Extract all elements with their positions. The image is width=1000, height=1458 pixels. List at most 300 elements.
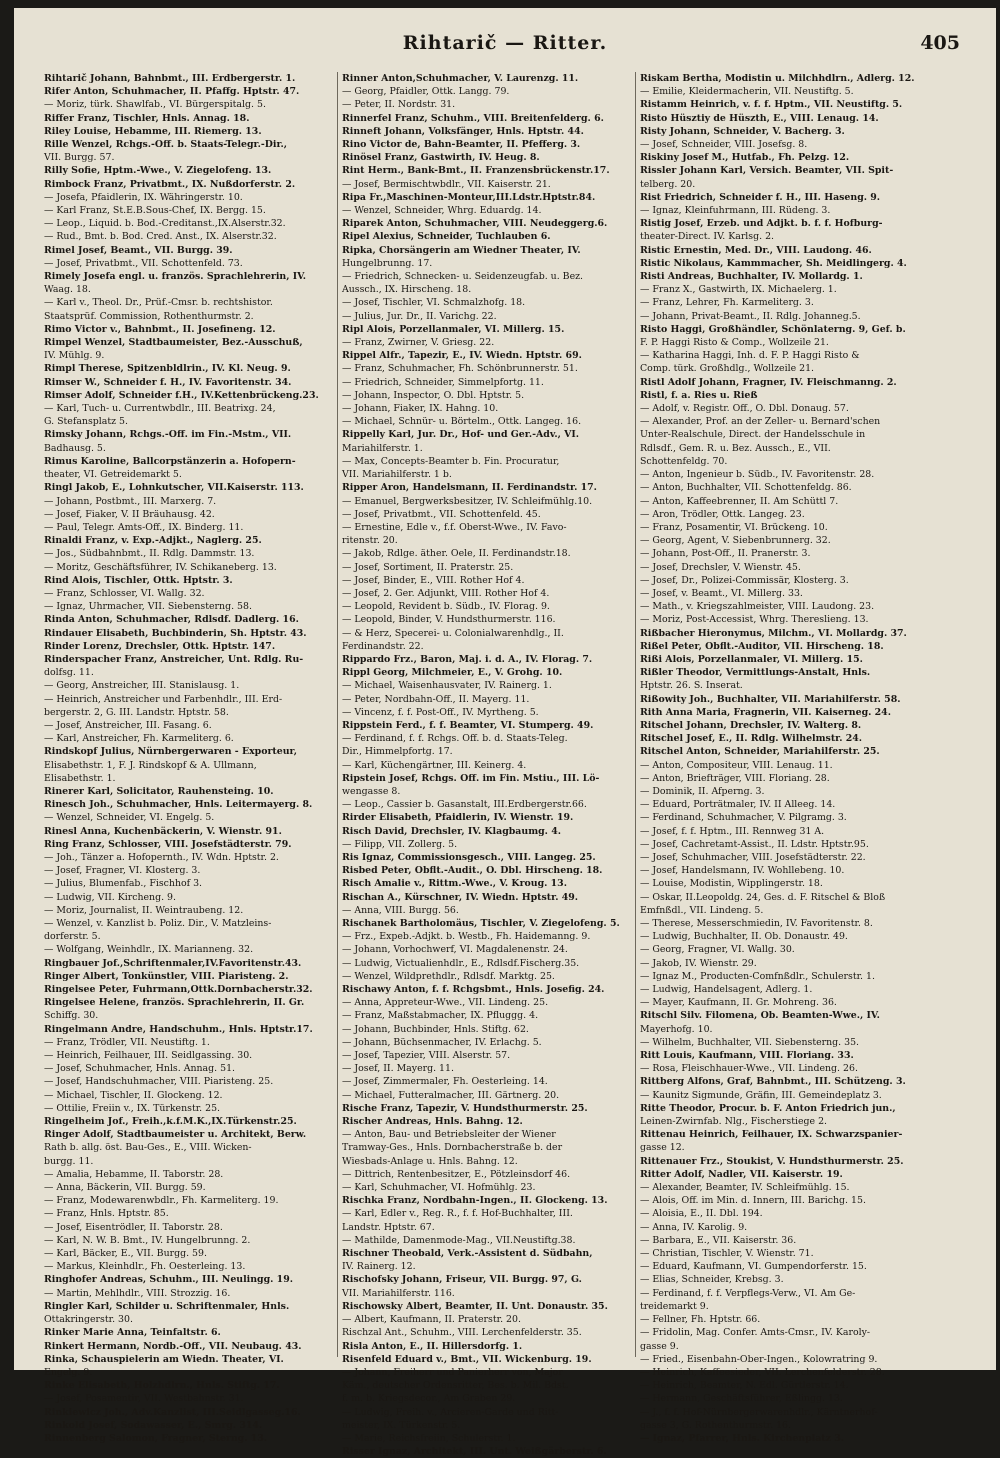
directory-entry-line: — Josef, Cachretamt-Assist., II. Ldstr. Hptstr.95. [640, 838, 869, 850]
directory-entry-line: — Heinrich, Feilhauer, III. Seidlgassing. 30. [44, 1050, 253, 1062]
directory-entry-line: Ristic Nikolaus, Kammmacher, Sh. Meidlingerg. 4. [640, 257, 907, 269]
directory-entry-line: — Fridolin, Mag. Confer. Amts-Cmsr., IV. Karoly- [640, 1327, 871, 1339]
directory-entry-line: — Josef, Handelsmann, IV. Wohllebeng. 10. [640, 865, 845, 877]
directory-entry-line: — Josef, Eisentrödler, II. Taborstr. 28. [44, 1221, 223, 1233]
directory-entry-line: — Karl, Edler v., Reg. R., f. f. Hof-Buchhalter, III. [342, 1208, 573, 1220]
directory-entry-line: — Franz X., Gastwirth, IX. Michaelerg. 1. [640, 284, 837, 296]
directory-entry-line: — Ludwig, Victualienhdlr., E., Rdlsdf.Fischerg.35. [342, 957, 580, 969]
directory-entry-line: F. P. Haggi Risto & Comp., Wollzeile 21. [640, 337, 829, 349]
directory-entry-line: treidemarkt 9. [640, 1300, 709, 1312]
directory-entry-line: gasse 12. [640, 1142, 685, 1154]
directory-entry-line: — Heinrich, Beamter, N. Edl. Gürtlerstr. 14. [640, 1380, 849, 1392]
directory-entry-line: Rischanek Bartholomäus, Tischler, V. Ziegelofeng. 5. [342, 918, 620, 929]
directory-entry-line: VII. Burgg. 57. [44, 152, 115, 164]
directory-entry-line: Rihtarič Johann, Bahnbmt., III. Erdbergerstr. 1. [44, 73, 296, 84]
directory-entry-line: Ripper Aron, Handelsmann, II. Ferdinandstr. 17. [342, 482, 597, 494]
directory-entry-line: Ripka, Chorsängerin am Wiedner Theater, IV. [342, 244, 581, 256]
directory-entry-line: Rinkold Josef, Sodawasser, E., Smrg. 314. [44, 1419, 263, 1431]
directory-entry-line: Ripel Alexius, Schneider, Tuchlauben 6. [342, 231, 551, 243]
directory-entry-line: — Elias, Schneider, Krebsg. 3. [640, 1274, 784, 1286]
directory-entry-line: — Anton, Ingenieur b. Südb., IV. Favoritenstr. 28. [640, 469, 875, 481]
directory-entry-line: Aussch., IX. Hirscheng. 18. [342, 284, 472, 296]
directory-entry-line: Risti Andreas, Buchhalter, IV. Mollardg. 1. [640, 271, 863, 283]
directory-entry-line: — Georg, Agent, V. Siebenbrunnerg. 32. [640, 535, 831, 547]
directory-entry-line: Ringelheim Jof., Freih.,k.f.M.K.,IX.Türkenstr.25. [44, 1116, 297, 1128]
directory-entry-line: Rinderspacher Franz, Anstreicher, Unt. Rdlg. Ru- [44, 653, 304, 665]
directory-entry-line: Ritschel Johann, Drechsler, IV. Walterg. 8. [640, 719, 862, 731]
directory-entry-line: Rißi Alois, Porzellanmaler, VI. Millerg. 15. [640, 653, 863, 665]
directory-entry-line: — Wenzel, Wildprethdlr., Rdlsdf. Marktg. 25. [342, 970, 555, 982]
directory-entry-line: — Michael, Futteralmacher, III. Gärtnerg. 20. [342, 1089, 560, 1101]
directory-entry-line: — Josef, Binder, E., VIII. Rother Hof 4. [342, 574, 525, 586]
directory-entry-line: — Anna, Bäckerin, VII. Burgg. 59. [44, 1182, 206, 1194]
directory-entry-line: Rilly Sofie, Hptm.-Wwe., V. Ziegelofeng. 13. [44, 165, 272, 177]
directory-entry-line: — Karl v., Theol. Dr., Prüf.-Cmsr. b. rechtshistor. [44, 297, 273, 309]
directory-entry-line: Riskiny Josef M., Hutfab., Fh. Pelzg. 12. [640, 152, 850, 164]
directory-entry-line: — Wilhelm, Buchhalter, VII. Siebensterng. 35. [640, 1036, 860, 1048]
directory-entry-line: — Josef, Handschuhmacher, VIII. Piaristeng. 25. [44, 1076, 274, 1088]
directory-entry-line: Rißler Theodor, Vermittlungs-Anstalt, Hnls. [640, 667, 871, 679]
directory-entry-line: — Julius, Jur. Dr., II. Varichg. 22. [342, 310, 497, 322]
directory-entry-line: — Franz, Lehrer, Fh. Karmeliterg. 3. [640, 297, 814, 309]
directory-entry-line: Risto Hüsztiy de Hüszth, E., VIII. Lenaug. 14. [640, 112, 879, 124]
directory-entry-line: — Franz, Schuhmacher, Fh. Schönbrunnerstr. 51. [342, 363, 578, 375]
directory-entry-line: Ringhofer Andreas, Schuhm., III. Neulingg. 19. [44, 1274, 293, 1286]
directory-entry-line: Ritschel Anton, Schneider, Mariahilferstr. 25. [640, 746, 880, 758]
directory-entry-line: — Moritz, Geschäftsführer, IV. Schikaneberg. 13. [44, 561, 277, 573]
directory-entry-line: Risser Ignaz, Architekt, III. Unt. Weißgärberstr. 6. [342, 1446, 607, 1458]
directory-entry-line: IV. Rainerg. 12. [342, 1261, 416, 1273]
directory-entry-line: Rdlsdf., Gem. R. u. Bez. Aussch., E., VII. [640, 442, 831, 454]
directory-entry-line: Engelg. 9. [44, 1366, 93, 1378]
directory-entry-line: — Josef, Anstreicher, III. Fasang. 6. [44, 719, 212, 731]
running-title: Rihtarič — Ritter. [402, 32, 608, 54]
directory-entry-line: bergerstr. 2, G. III. Landstr. Hptstr. 58. [44, 706, 229, 718]
directory-entry-line: Rinnerfel Franz, Schuhm., VIII. Breitenfelderg. 6. [342, 112, 604, 124]
directory-entry-line: f. m. b. Kriegsdecor., Am Graben 29. [342, 1393, 516, 1405]
directory-entry-line: Leinen-Zwirnfab. Nlg., Fischerstiege 2. [640, 1116, 828, 1128]
directory-entry-line: Rittenau Heinrich, Feilhauer, IX. Schwarzspanier- [640, 1129, 903, 1141]
directory-entry-line: — Josef, Tapezier, VIII. Alserstr. 57. [342, 1050, 511, 1062]
directory-entry-line: — Friedrich, Schnecken- u. Seidenzeugfab. u. Bez. [342, 271, 584, 283]
directory-entry-line: Riley Louise, Hebamme, III. Riemerg. 13. [44, 125, 262, 137]
directory-entry-line: Rinke Elisabeth, Holzhdlrn., Hnls. Stiftg. 17. [44, 1380, 280, 1392]
directory-entry-line: Ritt Louis, Kaufmann, VIII. Floriang. 33. [640, 1050, 854, 1062]
directory-entry-line: — Ludwig, Buchhalter, II. Ob. Donaustr. 49. [640, 931, 848, 943]
directory-entry-line: dorferstr. 5. [44, 931, 101, 943]
directory-entry-line: — Johann, Buchbinder, Hnls. Stiftg. 62. [342, 1023, 529, 1035]
directory-entry-line: Rische Franz, Tapezir, V. Hundsthurmerstr. 25. [342, 1102, 588, 1114]
directory-entry-line: — Julius, Blumenfab., Fischhof 3. [44, 878, 203, 890]
directory-entry-line: — Josef, Sortiment, II. Praterstr. 25. [342, 561, 514, 573]
directory-entry-line: Badhausg. 5. [44, 442, 106, 454]
directory-entry-line: — Alexander, Beamter, IV. Schleifmühlg. 15. [640, 1182, 850, 1194]
directory-entry-line: Ferdinandstr. 22. [342, 640, 424, 652]
directory-entry-line: — Katharina Haggi, Inh. d. F. P. Haggi Risto & [640, 350, 860, 362]
directory-entry-line: — Heinrich, Anstreicher und Farbenhdlr., III. Erd- [44, 693, 283, 705]
directory-entry-line: meister, IX. Türkenstr. 5. [342, 1419, 461, 1431]
directory-entry-line: — Ludwig, Handelsagent, Adlerg. 1. [640, 984, 813, 996]
page-number: 405 [920, 32, 960, 54]
directory-entry-line: Rimbock Franz, Privatbmt., IX. Nußdorferstr. 2. [44, 178, 296, 190]
directory-entry-line: Rischner Theobald, Verk.-Assistent d. Südbahn, [342, 1248, 593, 1260]
directory-entry-line: Rißel Peter, Obflt.-Auditor, VII. Hirscheng. 18. [640, 640, 884, 652]
page-header [14, 32, 996, 62]
directory-entry-line: — Moriz, Journalist, II. Weintraubeng. 12. [44, 904, 244, 916]
directory-entry-line: — Franz, Maßstabmacher, IX. Pfluggg. 4. [342, 1010, 539, 1022]
directory-entry-line: — Wenzel, Schneider, VI. Engelg. 5. [44, 812, 215, 824]
directory-entry-line: — Leop., Liquid. b. Bod.-Creditanst.,IX.Alserstr.32. [44, 218, 286, 230]
directory-entry-line: IV. Mühlg. 9. [44, 350, 105, 362]
directory-entry-line: — Anna, IV. Karolig. 9. [640, 1221, 748, 1233]
directory-entry-line: Rinka, Schauspielerin am Wiedn. Theater, VI. [44, 1353, 284, 1365]
directory-entry-line: Ripa Fr.,Maschinen-Monteur,III.Ldstr.Hptstr.84. [342, 191, 596, 203]
directory-entry-line: — Marie, Reichsfreiin, Schulerstr. 1. [342, 1432, 516, 1444]
directory-entry-line: Waag. 18. [44, 284, 91, 296]
directory-entry-line: — Jakob, Rdlge. äther. Oele, II. Ferdinandstr.18. [342, 548, 571, 560]
directory-entry-line: — Georg, Pfaidler, Ottk. Langg. 79. [342, 86, 510, 98]
directory-entry-line: Rath b. allg. öst. Bau-Ges., E., VIII. Wicken- [44, 1142, 252, 1154]
directory-entry-line: — Anna, Appreteur-Wwe., VII. Lindeng. 25. [342, 997, 549, 1009]
directory-entry-line: Rischer Andreas, Hnls. Bahng. 12. [342, 1116, 523, 1128]
directory-entry-line: Ristig Josef, Erzeb. und Adjkt. b. f. f. Hofburg- [640, 218, 883, 230]
directory-entry-line: Rimel Josef, Beamt., VII. Burgg. 39. [44, 244, 233, 256]
directory-entry-line: Rinerer Karl, Solicitator, Rauhensteing. 10. [44, 785, 274, 797]
directory-entry-line: Mariahilferstr. 1. [342, 442, 423, 454]
directory-entry-line: — Georg, Fragner, VI. Wallg. 30. [640, 944, 795, 956]
directory-entry-line: VII. Mariahilferstr. 116. [342, 1287, 455, 1299]
directory-entry-line: — Dominik, II. Afperng. 3. [640, 785, 765, 797]
directory-entry-line: Rittberg Alfons, Graf, Bahnbmt., III. Schützeng. 3. [640, 1076, 906, 1088]
directory-entry-line: Rist Friedrich, Schneider f. H., III. Haseng. 9. [640, 191, 881, 203]
directory-entry-line: Rischowsky Albert, Beamter, II. Unt. Donaustr. 35. [342, 1300, 608, 1312]
directory-entry-line: — Georg, Anstreicher, III. Stanislausg. 1. [44, 680, 240, 692]
directory-entry-line: Staatsprüf. Commission, Rothenthurmstr. 2. [44, 310, 254, 322]
directory-entry-line: Ris Ignaz, Commissionsgesch., VIII. Langeg. 25. [342, 851, 596, 863]
directory-entry-line: ritenstr. 20. [342, 535, 398, 547]
directory-entry-line: Ritschel Josef, E., II. Rdlg. Wilhelmstr. 24. [640, 733, 863, 745]
directory-entry-line: Rille Wenzel, Rchgs.-Off. b. Staats-Telegr.-Dir., [44, 139, 288, 151]
directory-entry-line: Rinda Anton, Schuhmacher, Rdlsdf. Dadlerg. 16. [44, 614, 299, 626]
directory-entry-line: — Michael, Tischler, II. Glockeng. 12. [44, 1089, 223, 1101]
directory-entry-line: Rimser Adolf, Schneider f.H., IV.Kettenbrückeng.23. [44, 389, 319, 401]
directory-entry-line: — Michael, Schnür- u. Börtelm., Ottk. Langeg. 16. [342, 416, 582, 428]
column-divider [635, 72, 636, 1357]
directory-entry-line: — Jos., Südbahnbmt., II. Rdlg. Dammstr. 13. [44, 548, 255, 560]
directory-entry-line: Riparek Anton, Schuhmacher, VIII. Neudeggerg.6. [342, 218, 608, 230]
directory-entry-line: — Markus, Kleinhdlr., Fh. Oesterleing. 13. [44, 1261, 246, 1273]
directory-entry-line: — Rosa, Fleischhauer-Wwe., VII. Lindeng. 26. [640, 1063, 858, 1075]
directory-entry-line: — Ignaz, Pfarrer, Hnls. Kirchenplatz 3. [640, 1432, 844, 1444]
directory-entry-line: — Louise, Modistin, Wipplingerstr. 18. [640, 878, 823, 890]
directory-entry-line: Ringl Jakob, E., Lohnkutscher, VII.Kaiserstr. 113. [44, 482, 304, 494]
directory-entry-line: — Kaunitz Sigmunde, Gräfin, III. Gemeindeplatz 3. [640, 1089, 882, 1101]
directory-entry-line: Rimo Victor v., Bahnbmt., II. Josefineng. 12. [44, 323, 276, 335]
directory-entry-line: Ringelsee Helene, französ. Sprachlehrerin, II. Gr. [44, 997, 305, 1009]
directory-entry-line: — Christian, Tischler, V. Wienstr. 71. [640, 1248, 814, 1260]
directory-entry-line: Ringbauer Jof.,Schriftenmaler,IV.Favoritenstr.43. [44, 957, 302, 969]
directory-entry-line: — Josef, f. f. Hptm., III. Rennweg 31 A. [640, 825, 825, 837]
directory-entry-line: — Ludwig, Freih. v., Arcieren-Garde und Ritt- [342, 1406, 559, 1418]
directory-entry-line: — Heinrich, Kaffeesieder, VII. Lerchenfelderstr. 28. [640, 1366, 885, 1378]
directory-entry-line: — Franz, Modewarenwbdlr., Fh. Karmeliterg. 19. [44, 1195, 279, 1207]
directory-entry-line: Ritter Adolf, Nadler, VII. Kaiserstr. 19. [640, 1168, 843, 1180]
directory-entry-line: — Karl, Tuch- u. Currentwbdlr., III. Beatrixg. 24, [44, 403, 276, 415]
directory-entry-line: — Therese, Messerschmiedin, IV. Favoritenstr. 8. [640, 918, 873, 929]
directory-entry-line: Ringelsee Peter, Fuhrmann,Ottk.Dornbacherstr.32. [44, 984, 313, 996]
directory-entry-line: Rinesch Joh., Schuhmacher, Hnls. Leitermayerg. 8. [44, 799, 313, 811]
directory-entry-line: Risch Amalie v., Rittm.-Wwe., V. Kroug. 13. [342, 878, 567, 890]
directory-entry-line: Rinder Lorenz, Drechsler, Ottk. Hptstr. 147. [44, 640, 276, 652]
directory-entry-line: Risty Johann, Schneider, V. Bacherg. 3. [640, 125, 845, 137]
directory-entry-line: — Anton, Compositeur, VIII. Lenaug. 11. [640, 759, 833, 771]
directory-entry-line: Rimpel Wenzel, Stadtbaumeister, Bez.-Ausschuß, [44, 337, 303, 349]
directory-entry-line: — Frz., Expeb.-Adjkt. b. Westb., Fh. Haidemanng. 9. [342, 931, 591, 943]
directory-entry-line: — Anton, Buchhalter, VII. Schottenfeldg. 86. [640, 482, 852, 494]
directory-entry-line: Rimus Karoline, Ballcorpstänzerin a. Hofopern- [44, 455, 296, 467]
directory-entry-line: Hungelbrunng. 17. [342, 257, 433, 269]
directory-entry-line: — Josef, Zimmermaler, Fh. Oesterleing. 14. [342, 1076, 548, 1088]
directory-entry-line: Ringer Adolf, Stadtbaumeister u. Architekt, Berw. [44, 1129, 307, 1141]
directory-entry-line: Rinkert Hermann, Nordb.-Off., VII. Neubaug. 43. [44, 1340, 302, 1352]
directory-entry-line: Landstr. Hptstr. 67. [342, 1221, 435, 1233]
directory-entry-line: — Franz, Posamentir, VI. Brückeng. 10. [640, 521, 828, 533]
directory-entry-line: Rinner Anton,Schuhmacher, V. Laurenzg. 11. [342, 73, 579, 84]
directory-entry-line: — Dittrich, Rentenbesitzer, E., Pötzleinsdorf 46. [342, 1168, 571, 1180]
directory-entry-line: Rinaldi Franz, v. Exp.-Adjkt., Naglerg. 25. [44, 535, 262, 547]
directory-entry-line: Emfnßdl., VII. Lindeng. 5. [640, 904, 764, 916]
directory-entry-line: — Barbara, E., VII. Kaiserstr. 36. [640, 1234, 797, 1246]
directory-entry-line: Rissler Johann Karl, Versich. Beamter, VII. Spit- [640, 165, 894, 177]
directory-entry-line: — Moriz, türk. Shawlfab., VI. Bürgerspitalg. 5. [44, 99, 266, 111]
directory-entry-line: Ring Franz, Schlosser, VIII. Josefstädterstr. 79. [44, 838, 292, 850]
directory-entry-line: — Fried., Eisenbahn-Ober-Ingen., Kolowratring 9. [640, 1353, 878, 1365]
directory-entry-line: Rith Anna Maria, Fragnerin, VII. Kaiserneg. 24. [640, 706, 891, 718]
directory-entry-line: — & Herz, Specerei- u. Colonialwarenhdlg., II. [342, 627, 564, 639]
directory-entry-line: — Filipp, VII. Zollerg. 5. [342, 838, 458, 850]
directory-entry-line: Rippardo Frz., Baron, Maj. i. d. A., IV. Florag. 7. [342, 653, 593, 665]
directory-entry-line: — Paul, Telegr. Amts-Off., IX. Binderg. 11. [44, 521, 244, 533]
directory-entry-line: — Josef, Dr., Polizei-Commissär, Klosterg. 3. [640, 574, 849, 586]
directory-entry-line: — Martin, Mehlhdlr., VIII. Strozzig. 16. [44, 1287, 231, 1299]
directory-entry-line: Risch David, Drechsler, IV. Klagbaumg. 4. [342, 825, 561, 837]
directory-entry-line: — Franz, Schlosser, VI. Wallg. 32. [44, 587, 205, 599]
directory-entry-line: Elisabethstr. 1, F. J. Rindskopf & A. Ullmann, [44, 759, 257, 771]
directory-entry-line: — Wenzel, Schneider, Whrg. Eduardg. 14. [342, 205, 542, 217]
directory-entry-line: — Amalia, Hebamme, II. Taborstr. 28. [44, 1168, 224, 1180]
directory-entry-line: — Moriz, Post-Accessist, Whrg. Thereslieng. 13. [640, 614, 869, 626]
directory-entry-line: — Josef, Schneider, VIII. Josefsg. 8. [640, 139, 808, 151]
directory-entry-line: Unter-Realschule, Direct. der Handelsschule in [640, 429, 866, 441]
directory-entry-line: — Alois, Off. im Min. d. Innern, III. Barichg. 15. [640, 1195, 866, 1207]
directory-entry-line: Rirder Elisabeth, Pfaidlerin, IV. Wienstr. 19. [342, 812, 574, 824]
directory-entry-line: — Michael, Waisenhausvater, IV. Rainerg. 1. [342, 680, 552, 692]
directory-entry-line: Rinnenberg Salomon, Fragner, Sterng. 13. [44, 1432, 268, 1444]
directory-entry-line: Schottenfeldg. 70. [640, 455, 728, 467]
directory-entry-line: Hptstr. 26. S. Inserat. [640, 680, 743, 692]
directory-entry-line: — Oskar, II.Leopoldg. 24, Ges. d. F. Ritschel & Bloß [640, 891, 886, 903]
directory-entry-line: — Josef, Schuhmacher, Hnls. Annag. 51. [44, 1063, 236, 1075]
directory-entry-line: — Josefa, Pfaidlerin, IX. Währingerstr. 10. [44, 191, 243, 203]
directory-entry-line: Rischzal Ant., Schuhm., VIII. Lerchenfelderstr. 35. [342, 1327, 582, 1339]
directory-entry-line: burgg. 11. [44, 1155, 94, 1167]
directory-entry-line: — Math., v. Kriegszahlmeister, VIII. Laudong. 23. [640, 601, 875, 613]
directory-entry-line: Riskam Bertha, Modistin u. Milchhdlrn., Adlerg. 12. [640, 73, 915, 84]
directory-entry-line: — Ignaz, Kleinfuhrmann, III. Rüdeng. 3. [640, 205, 831, 217]
directory-entry-line: Ristl Adolf Johann, Fragner, IV. Fleischmanng. 2. [640, 376, 897, 388]
directory-entry-line: — Ottilie, Freiin v., IX. Türkenstr. 25. [44, 1102, 221, 1114]
directory-entry-line: Ritschl Silv. Filomena, Ob. Beamten-Wwe., IV. [640, 1010, 880, 1022]
directory-entry-line: wengasse 8. [342, 785, 401, 797]
directory-entry-line: — Alexander, Prof. an der Zeller- u. Bernard'schen [640, 416, 881, 428]
directory-entry-line: — Aron, Trödler, Ottk. Langeg. 23. [640, 508, 805, 520]
directory-entry-line: — Josef, 2. Ger. Adjunkt, VIII. Rother Hof 4. [342, 587, 550, 599]
directory-entry-line: — Ferdinand, f. f. Rchgs. Off. b. d. Staats-Teleg. [342, 733, 568, 745]
directory-entry-line: dolfsg. 11. [44, 667, 94, 679]
directory-entry-line: — Anna, VIII. Burgg. 56. [342, 904, 459, 916]
directory-entry-line: Tramway-Ges., Hnls. Dornbacherstraße b. der [342, 1142, 563, 1154]
directory-entry-line: — Karl, Anstreicher, Fh. Karmeliterg. 6. [44, 733, 234, 745]
directory-entry-line: — Josef, Drechsler, V. Wienstr. 45. [640, 561, 801, 573]
directory-entry-line: — Leop., Cassier b. Gasanstalt, III.Erdbergerstr.66. [342, 799, 587, 811]
directory-entry-line: Wiesbads-Anlage u. Hnls. Bahng. 12. [342, 1155, 518, 1167]
directory-entry-line: — Anton, Briefträger, VIII. Floriang. 28. [640, 772, 830, 784]
directory-entry-line: — Joh., Tänzer a. Hofopernth., IV. Wdn. Hptstr. 2. [44, 851, 279, 863]
directory-entry-line: — Rud., Bmt. b. Bod. Cred. Anst., IX. Alserstr.32. [44, 231, 277, 243]
directory-entry-line: — Josef, v. Beamt., VI. Millerg. 33. [640, 587, 803, 599]
directory-entry-line: Rifer Anton, Schuhmacher, II. Pfaffg. Hptstr. 47. [44, 86, 300, 98]
directory-entry-line: — Fellner, Fh. Hptstr. 66. [640, 1314, 761, 1326]
directory-entry-line: Riffer Franz, Tischler, Hnls. Annag. 18. [44, 112, 250, 124]
directory-entry-line: — Peter, Nordbahn-Off., II. Mayerg. 11. [342, 693, 530, 705]
directory-entry-line: Rindauer Elisabeth, Buchbinderin, Sh. Hptstr. 43. [44, 627, 307, 639]
directory-entry-line: Ritte Theodor, Procur. b. F. Anton Friedrich jun., [640, 1102, 896, 1114]
directory-entry-line: gasse 3, G. Rothenthurmstr. 16. [640, 1419, 791, 1431]
directory-entry-line: — Josef, Privatbmt., VII. Schottenfeld. 45. [342, 508, 541, 520]
directory-entry-line: Rinesl Anna, Kuchenbäckerin, V. Wienstr. 91. [44, 825, 282, 837]
directory-entry-line: — Leopold, Revident b. Südb., IV. Florag. 9. [342, 601, 550, 613]
directory-entry-line: — Wolfgang, Weinhdlr., IX. Marianneng. 32. [44, 944, 254, 956]
directory-entry-line: — Karl Franz, St.E.B.Sous-Chef, IX. Bergg. 15. [44, 205, 266, 217]
directory-entry-line: — Ignaz M., Producten-Comfnßdlr., Schulerstr. 1. [640, 970, 875, 982]
directory-entry-line: Ristic Ernestin, Med. Dr., VIII. Laudong. 46. [640, 244, 872, 256]
directory-entry-line: telberg. 20. [640, 178, 696, 190]
directory-entry-line: Rinösel Franz, Gastwirth, IV. Heug. 8. [342, 152, 540, 164]
directory-entry-line: — Josef, Posamentir, VII. Westbahnstr. 31. [44, 1393, 244, 1405]
directory-entry-line: — Johann, Postbmt., III. Marxerg. 7. [44, 495, 217, 507]
directory-entry-line: Ringler Karl, Schilder u. Schriftenmaler, Hnls. [44, 1300, 290, 1312]
directory-entry-line: — Ernestine, Edle v., f.f. Oberst-Wwe., IV. Favo- [342, 521, 567, 533]
directory-entry-line: Ringer Albert, Tonkünstler, VIII. Piaristeng. 2. [44, 970, 289, 982]
directory-entry-line: theater, VI. Getreidemarkt 5. [44, 469, 182, 481]
directory-entry-line: G. Stefansplatz 5. [44, 416, 128, 428]
directory-entry-line: — Johann, Freiherr und Panierherr von, Major [342, 1366, 563, 1378]
directory-entry-line: Mayerhofg. 10. [640, 1023, 713, 1035]
directory-entry-line: — Ludwig, VII. Kircheng. 9. [44, 891, 177, 903]
directory-entry-line: Rind Alois, Tischler, Ottk. Hptstr. 3. [44, 574, 233, 586]
directory-entry-line: Rippstein Ferd., f. f. Beamter, VI. Stumperg. 49. [342, 719, 594, 731]
directory-entry-line: Käm., deutscher Ordensritter, Bes. b. Mil. Bdst. [342, 1380, 569, 1392]
directory-entry-line: Rinker Marie Anna, Teinfaltstr. 6. [44, 1327, 221, 1339]
directory-entry-line: — Jakob, IV. Wienstr. 29. [640, 957, 757, 969]
directory-entry-line: — Franz, Hnls. Hptstr. 85. [44, 1208, 169, 1220]
directory-entry-line: Risla Anton, E., II. Hillersdorfg. 1. [342, 1340, 523, 1352]
directory-entry-line: Rittenauer Frz., Stoukist, V. Hundsthurmerstr. 25. [640, 1155, 904, 1167]
directory-entry-line: — Franz, Trödler, VII. Neustiftg. 1. [44, 1036, 210, 1048]
directory-entry-line: Rino Victor de, Bahn-Beamter, II. Pfefferg. 3. [342, 139, 581, 151]
directory-entry-line: — Karl, N. W. B. Bmt., IV. Hungelbrunng. 2. [44, 1234, 251, 1246]
directory-entry-line: — Karl, Küchengärtner, III. Keinerg. 4. [342, 759, 527, 771]
directory-entry-line: Rinkiewicz Joh., Adv.Kanzlist, III.Seidlgasseg.16. [44, 1406, 301, 1418]
directory-entry-line: Ristamm Heinrich, v. f. f. Hptm., VII. Neustiftg. 5. [640, 99, 903, 111]
directory-entry-line: Rischka Franz, Nordbahn-Ingen., II. Glockeng. 13. [342, 1195, 608, 1207]
directory-entry-line: Rinneft Johann, Volksfänger, Hnls. Hptstr. 44. [342, 125, 584, 137]
directory-entry-line: — Ferdinand, Schuhmacher, V. Pilgramg. 3. [640, 812, 847, 824]
directory-entry-line: Rißowity Joh., Buchhalter, VII. Mariahilferstr. 58. [640, 693, 901, 705]
directory-entry-line: — Emanuel, Bergwerksbesitzer, IV. Schleifmühlg.10. [342, 495, 593, 507]
directory-entry-line: — Anton, Kaffeebrenner, II. Am Schüttl 7. [640, 495, 839, 507]
directory-entry-line: Rimely Josefa engl. u. französ. Sprachlehrerin, IV. [44, 271, 307, 283]
directory-entry-line: — Anton, Bau- und Betriebsleiter der Wiener [342, 1129, 556, 1141]
directory-entry-line: Dir., Himmelpfortg. 17. [342, 746, 453, 758]
directory-entry-line: — Franz, Zwirner, V. Griesg. 22. [342, 337, 495, 349]
directory-entry-line: — Emilie, Kleidermacherin, VII. Neustiftg. 5. [640, 86, 854, 98]
directory-entry-line: — Hermann, Geschäftsführer, Eßlingg. 13. [640, 1393, 843, 1405]
directory-entry-line: Risto Haggi, Großhändler, Schönlaterng. 9, Gef. b. [640, 323, 906, 335]
directory-entry-line: — Josef, Fragner, VI. Klosterg. 3. [44, 865, 201, 877]
directory-entry-line: — Ferdinand, f. f. Verpflegs-Verw., VI. Am Ge- [640, 1287, 856, 1299]
column-divider [337, 72, 338, 1357]
directory-entry-line: Comp. türk. Großhdlg., Wollzeile 21. [640, 363, 815, 375]
directory-entry-line: — Mathilde, Damenmode-Mag., VII.Neustiftg.38. [342, 1234, 576, 1246]
directory-column-left [44, 72, 332, 1444]
directory-entry-line: Rimser W., Schneider f. H., IV. Favoritenstr. 34. [44, 376, 292, 388]
directory-entry-line: — Karl, Bäcker, E., VII. Burgg. 59. [44, 1248, 207, 1260]
directory-entry-line: Ottakringerstr. 30. [44, 1314, 133, 1326]
directory-entry-line: Rippl Georg, Milchmeier, E., V. Grohg. 10. [342, 667, 563, 679]
directory-column-right [640, 72, 928, 1444]
directory-entry-line: — Josef, Privatbmt., VII. Schottenfeld. 73. [44, 257, 243, 269]
directory-entry-line: Elisabethstr. 1. [44, 772, 116, 784]
directory-entry-line: Rißbacher Hieronymus, Milchm., VI. Mollardg. 37. [640, 627, 907, 639]
directory-entry-line: — Ignaz, Uhrmacher, VII. Siebensterng. 58. [44, 601, 252, 613]
directory-entry-line: Ristl, f. a. Ries u. Rieß [640, 389, 758, 401]
directory-entry-line: Rischawy Anton, f. f. Rchgsbmt., Hnls. Josefig. 24. [342, 984, 605, 996]
directory-entry-line: Ripl Alois, Porzellanmaler, VI. Millerg. 15. [342, 323, 565, 335]
directory-entry-line: Rippel Alfr., Tapezir, E., IV. Wiedn. Hptstr. 69. [342, 350, 582, 362]
directory-entry-line: — Eduard, Kaufmann, VI. Gumpendorferstr. 15. [640, 1261, 867, 1273]
directory-entry-line: Risbed Peter, Obflt.-Audit., O. Dbl. Hirscheng. 18. [342, 865, 603, 877]
directory-entry-line: — Josef, Bermischtwbdlr., VII. Kaiserstr. 21. [342, 178, 551, 190]
directory-entry-line: Rint Herm., Bank-Bmt., II. Franzensbrückenstr.17. [342, 165, 610, 177]
directory-page [14, 8, 996, 1458]
directory-entry-line: — Mayer, Kaufmann, II. Gr. Mohreng. 36. [640, 997, 837, 1009]
directory-entry-line: — Johann, Vorhochwerf, VI. Magdalenenstr. 24. [342, 944, 568, 956]
directory-entry-line: — Vincenz, f. f. Post-Off., IV. Myrtheng. 5. [342, 706, 539, 718]
directory-entry-line: — Johann, Büchsenmacher, IV. Erlachg. 5. [342, 1036, 542, 1048]
directory-entry-line: — Johann, Fiaker, IX. Hahng. 10. [342, 403, 499, 415]
directory-entry-line: — Aloisia, E., II. Dbl. 194. [640, 1208, 763, 1220]
directory-entry-line: — Leopold, Binder, V. Hundsthurmerstr. 116. [342, 614, 556, 626]
directory-entry-line: — J., f. f. Hof-Nürnbergerwarenhdlr., Kärntnerhof- [640, 1406, 878, 1418]
directory-entry-line: — Albert, Kaufmann, II. Praterstr. 20. [342, 1314, 521, 1326]
directory-entry-line: — Friedrich, Schneider, Simmelpfortg. 11. [342, 376, 544, 388]
directory-entry-line: Rischan A., Kürschner, IV. Wiedn. Hptstr. 49. [342, 891, 579, 903]
directory-column-middle [342, 72, 630, 1458]
directory-entry-line: Rimpl Therese, Spitzenbldlrin., IV. Kl. Neug. 9. [44, 363, 291, 375]
directory-entry-line: — Josef, Tischler, VI. Schmalzhofg. 18. [342, 297, 526, 309]
directory-entry-line: Rischofsky Johann, Friseur, VII. Burgg. 97, G. [342, 1274, 582, 1286]
